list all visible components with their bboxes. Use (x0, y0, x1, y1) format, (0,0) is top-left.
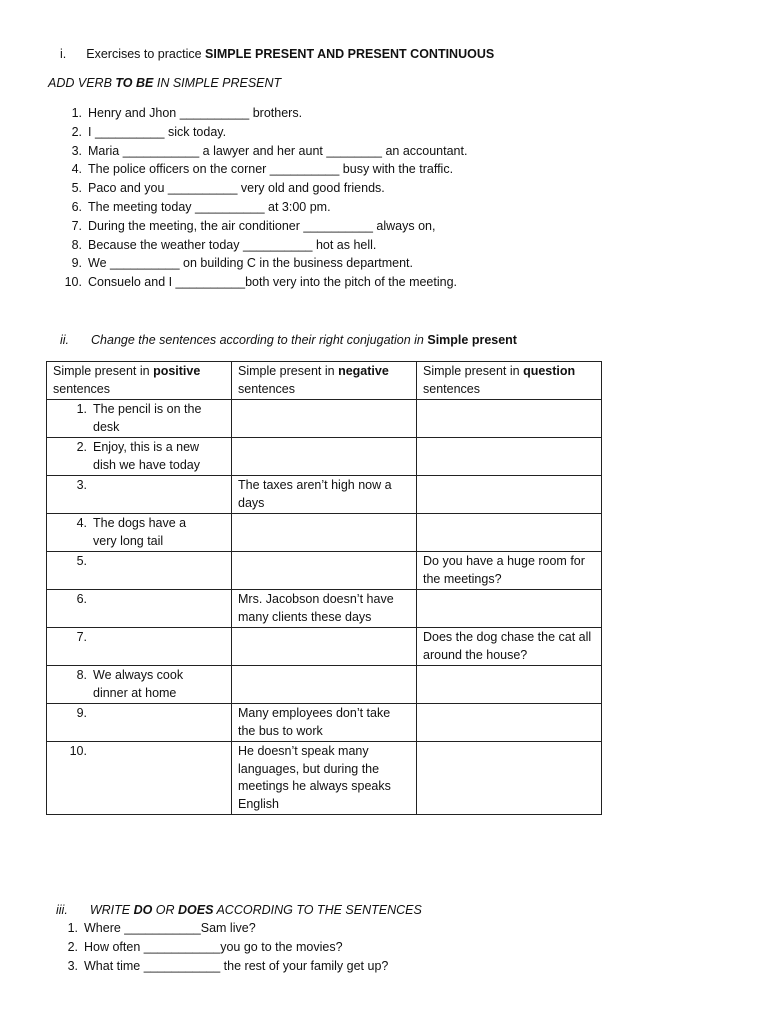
cell-negative (232, 742, 417, 815)
header-text: Simple present in (53, 364, 154, 378)
header-emphasis: negative (338, 364, 389, 378)
table-row (47, 552, 602, 590)
row-number: 3. (76, 478, 87, 492)
table-row (47, 628, 602, 666)
list-item: 7. During the meeting, the air conditioner __________ always on, (71, 218, 436, 233)
table-row (47, 400, 602, 438)
cell-text: Many employees don’t take the bus to work (238, 706, 391, 738)
header-negative (232, 362, 417, 400)
list-item: 9. We __________ on building C in the business department. (71, 256, 413, 271)
section-3-instruction (56, 903, 422, 917)
cell-question (417, 666, 602, 704)
cell-text: The taxes aren’t high now a days (238, 478, 392, 510)
exercise-sentence: Maria ___________ a lawyer and her aunt ________ an accountant. (88, 143, 468, 158)
cell-negative (232, 514, 417, 552)
cell-negative (232, 476, 417, 514)
section-2-marker: ii. (60, 333, 70, 347)
table-row (47, 704, 602, 742)
section-1-heading (60, 47, 494, 61)
cell-positive (47, 514, 232, 552)
exercise-sentence: Because the weather today __________ hot as hell. (88, 237, 377, 252)
exercise-sentence: The meeting today __________ at 3:00 pm. (88, 199, 331, 214)
table-row (47, 590, 602, 628)
instruction-part: ACCORDING TO THE SENTENCES (213, 903, 422, 917)
cell-text: Does the dog chase the cat all around the house? (423, 630, 592, 662)
exercise-sentence: How often ___________you go to the movies? (84, 939, 343, 954)
list-item: 6. The meeting today __________ at 3:00 pm. (71, 199, 331, 214)
cell-positive (47, 552, 232, 590)
cell-negative (232, 628, 417, 666)
instruction-part: ADD VERB (48, 76, 116, 90)
exercise-sentence: The police officers on the corner __________ busy with the traffic. (88, 162, 454, 177)
cell-question (417, 742, 602, 815)
instruction-part: OR (152, 903, 179, 917)
cell-text: Enjoy, this is a new dish we have today (93, 440, 201, 472)
instruction-part: WRITE (89, 903, 134, 917)
list-item: 2. How often ___________you go to the movies? (67, 939, 343, 954)
list-item: 3. Maria ___________ a lawyer and her aunt ________ an accountant. (71, 143, 468, 158)
header-text: sentences (423, 381, 480, 396)
row-number: 7. (76, 630, 87, 644)
row-number: 10. (69, 744, 87, 758)
conjugation-table (46, 361, 602, 815)
instruction-emphasis: DO (133, 903, 153, 917)
instruction-emphasis: DOES (178, 903, 214, 917)
cell-positive (47, 590, 232, 628)
header-text: sentences (53, 381, 110, 396)
table-row (47, 476, 602, 514)
instruction-part: Change the sentences according to their right conjugation in (91, 333, 428, 347)
list-item: 4. The police officers on the corner __________ busy with the traffic. (71, 162, 454, 177)
cell-negative (232, 438, 417, 476)
cell-question (417, 704, 602, 742)
exercise-sentence: What time ___________ the rest of your family get up? (84, 958, 389, 973)
section-3-marker: iii. (56, 903, 68, 917)
cell-text: The pencil is on the desk (93, 402, 202, 434)
header-text: sentences (238, 381, 295, 396)
row-number: 8. (76, 668, 87, 682)
exercise-sentence: We __________ on building C in the business department. (88, 256, 413, 271)
table-row (47, 438, 602, 476)
cell-question (417, 514, 602, 552)
list-item: 5. Paco and you __________ very old and good friends. (71, 181, 385, 196)
cell-text: He doesn’t speak many languages, but during the meetings he always speaks English (238, 744, 391, 811)
row-number: 6. (76, 592, 87, 606)
exercise-sentence: During the meeting, the air conditioner __________ always on, (88, 218, 436, 233)
header-emphasis: question (523, 364, 576, 378)
section-1-heading-bold: SIMPLE PRESENT AND PRESENT CONTINUOUS (205, 47, 495, 61)
cell-positive (47, 438, 232, 476)
list-item: 1. Henry and Jhon __________ brothers. (71, 106, 303, 120)
section-1-exercise-list (60, 104, 467, 292)
exercise-sentence: Paco and you __________ very old and good friends. (88, 181, 385, 196)
cell-question (417, 628, 602, 666)
cell-text: Do you have a huge room for the meetings? (423, 554, 585, 586)
cell-question (417, 476, 602, 514)
cell-question (417, 590, 602, 628)
section-3-exercise-list (56, 919, 388, 975)
cell-question (417, 438, 602, 476)
list-item: 2. I __________ sick today. (71, 124, 227, 139)
row-number: 9. (76, 706, 87, 720)
exercise-sentence: Consuelo and I __________both very into the pitch of the meeting. (88, 275, 458, 290)
cell-positive (47, 666, 232, 704)
list-item: 3. What time ___________ the rest of your family get up? (67, 958, 389, 973)
cell-positive (47, 400, 232, 438)
cell-negative (232, 400, 417, 438)
row-number: 4. (76, 516, 87, 530)
header-text: Simple present in (423, 364, 524, 378)
exercise-sentence: Henry and Jhon __________ brothers. (88, 106, 303, 120)
header-question (417, 362, 602, 400)
exercise-sentence: Where ___________Sam live? (84, 921, 256, 935)
list-item: 1. Where ___________Sam live? (67, 921, 256, 935)
cell-question (417, 552, 602, 590)
cell-negative (232, 590, 417, 628)
cell-positive (47, 742, 232, 815)
section-1-marker: i. (60, 47, 67, 61)
table-row (47, 742, 602, 815)
section-1-heading-text: Exercises to practice (86, 47, 206, 61)
cell-text: The dogs have a very long tail (93, 516, 187, 548)
cell-question (417, 400, 602, 438)
header-positive (47, 362, 232, 400)
row-number: 2. (76, 440, 87, 454)
header-text: Simple present in (238, 364, 339, 378)
table-header-row (47, 362, 602, 400)
cell-positive (47, 704, 232, 742)
row-number: 5. (76, 554, 87, 568)
cell-positive (47, 476, 232, 514)
cell-negative (232, 552, 417, 590)
section-1-instruction (48, 76, 281, 90)
instruction-emphasis: TO BE (115, 76, 154, 90)
cell-positive (47, 628, 232, 666)
instruction-emphasis: Simple present (427, 333, 517, 347)
cell-negative (232, 666, 417, 704)
table-row (47, 666, 602, 704)
cell-text: Mrs. Jacobson doesn’t have many clients these days (238, 592, 394, 624)
cell-negative (232, 704, 417, 742)
row-number: 1. (76, 402, 87, 416)
section-2-instruction (60, 333, 517, 347)
cell-text: We always cook dinner at home (93, 668, 184, 700)
list-item: 10. Consuelo and I __________both very into the pitch of the meeting. (64, 275, 458, 290)
table-row (47, 514, 602, 552)
instruction-part: IN SIMPLE PRESENT (153, 76, 282, 90)
header-emphasis: positive (153, 364, 201, 378)
exercise-sentence: I __________ sick today. (88, 124, 227, 139)
list-item: 8. Because the weather today __________ hot as hell. (71, 237, 377, 252)
